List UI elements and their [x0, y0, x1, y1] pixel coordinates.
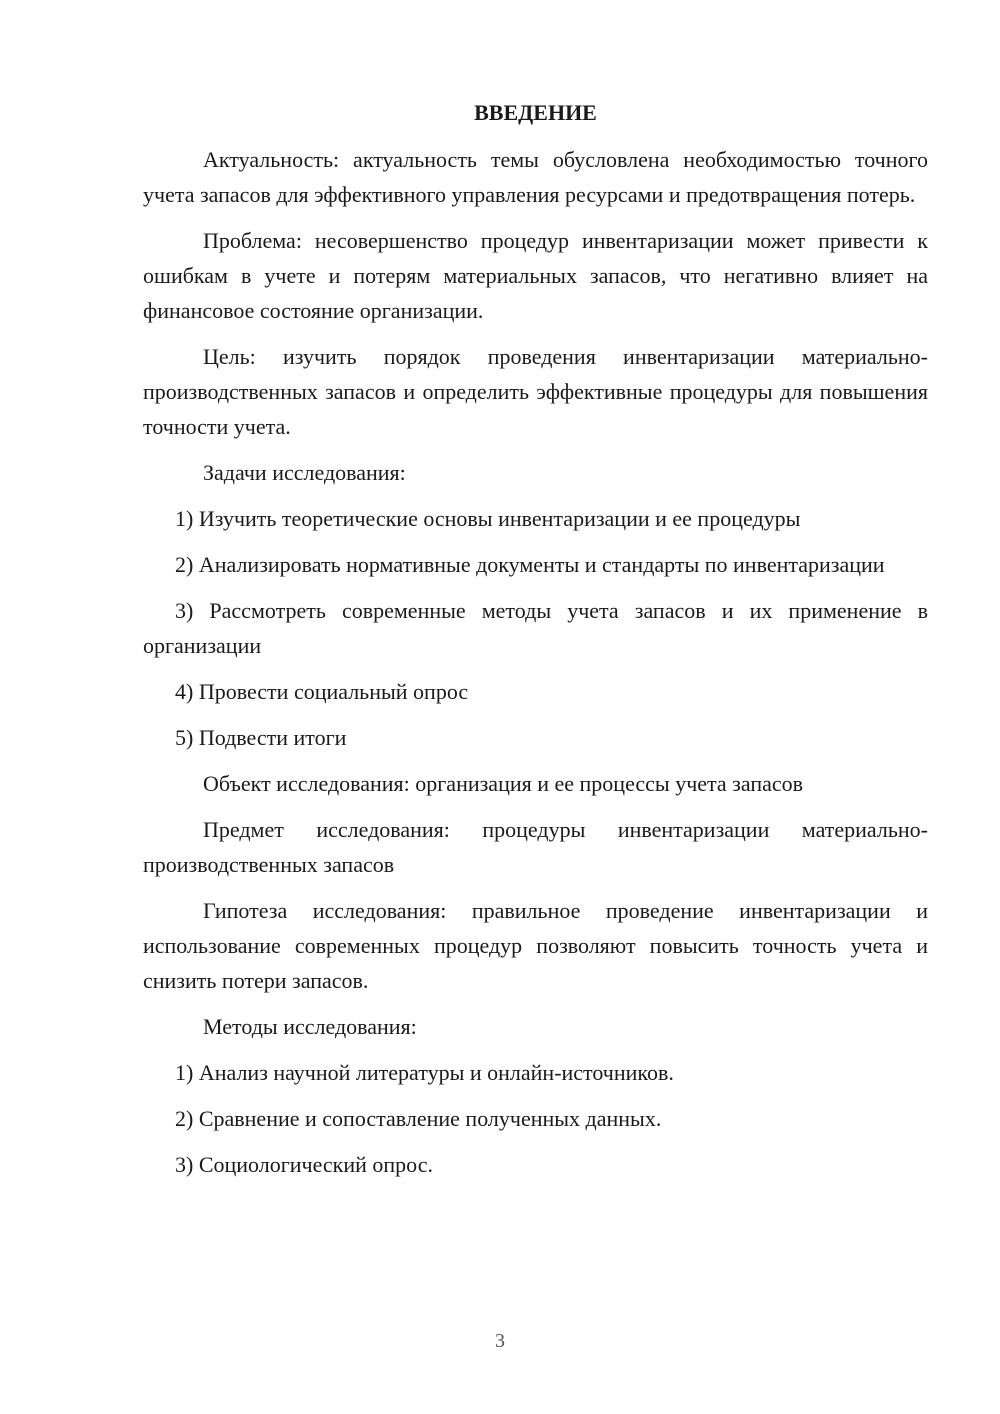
hypothesis-paragraph: Гипотеза исследования: правильное проведение инвентаризации и использование современных процедур позволяют повысить точность учета и снизить потери запасов.: [143, 898, 928, 993]
relevance-paragraph: Актуальность: актуальность темы обусловлена необходимостью точного учета запасов для эффективного управления ресурсами и предотвращения потерь.: [143, 147, 928, 207]
page-title: ВВЕДЕНИЕ: [474, 100, 597, 125]
task-item-4: 4) Провести социальный опрос: [175, 679, 469, 704]
object-paragraph: Объект исследования: организация и ее процессы учета запасов: [203, 771, 804, 796]
subject-paragraph: Предмет исследования: процедуры инвентаризации материально-производственных запасов: [143, 817, 928, 877]
method-item-3: 3) Социологический опрос.: [175, 1152, 433, 1177]
task-item-5: 5) Подвести итоги: [175, 725, 347, 750]
tasks-heading: Задачи исследования:: [203, 460, 406, 485]
problem-paragraph: Проблема: несовершенство процедур инвентаризации может привести к ошибкам в учете и потерям материальных запасов, что негативно влияет на финансовое состояние организации.: [143, 228, 928, 323]
task-item-3: 3) Рассмотреть современные методы учета запасов и их применение в организации: [143, 598, 928, 658]
task-item-2: 2) Анализировать нормативные документы и стандарты по инвентаризации: [175, 552, 885, 577]
task-item-1: 1) Изучить теоретические основы инвентаризации и ее процедуры: [175, 506, 801, 531]
methods-heading: Методы исследования:: [203, 1014, 417, 1039]
page-number: 3: [495, 1330, 505, 1352]
method-item-2: 2) Сравнение и сопоставление полученных данных.: [175, 1106, 662, 1131]
goal-paragraph: Цель: изучить порядок проведения инвентаризации материально-производственных запасов и определить эффективные процедуры для повышения точности учета.: [143, 344, 928, 439]
document-page: [143, 95, 928, 1193]
method-item-1: 1) Анализ научной литературы и онлайн-источников.: [175, 1060, 674, 1085]
